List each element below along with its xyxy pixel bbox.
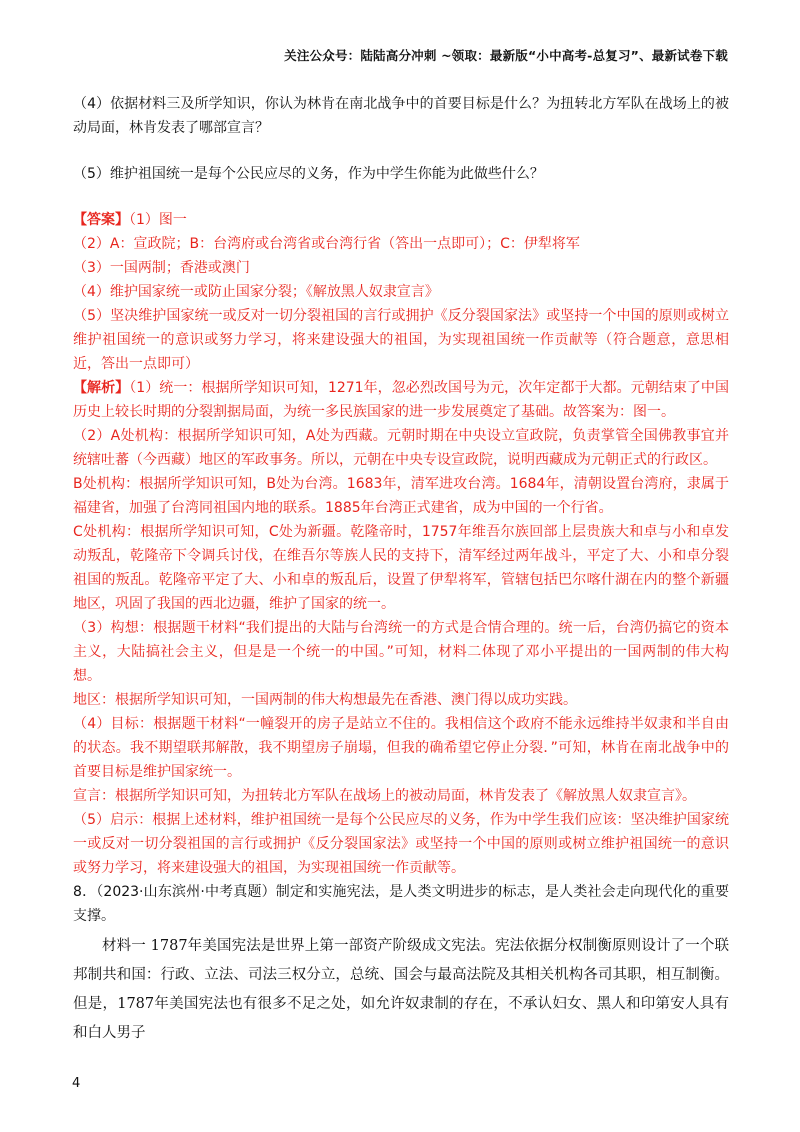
question-4: （4）依据材料三及所学知识，你认为林肯在南北战争中的首要目标是什么？为扭转北方军队在战场上的被动局面，林肯发表了哪部宣言？ bbox=[73, 96, 729, 136]
question-8-material-1: 材料一 1787年美国宪法是世界上第一部资产阶级成文宪法。宪法依据分权制衡原则设计了一个联邦制共和国：行政、立法、司法三权分立，总统、国会与最高法院及其相关机构各司其职，相互制衡。但是，1787年美国宪法也有很多不足之处，如允许奴隶制的存在，不承认妇女、黑人和印第安人具有和白人男子 bbox=[73, 938, 729, 1041]
answer-4: （4）维护国家统一或防止国家分裂；《解放黑人奴隶宣言》 bbox=[73, 284, 439, 300]
question-8-stem: 8．（2023·山东滨州·中考真题）制定和实施宪法，是人类文明进步的标志，是人类社会走向现代化的重要支撑。 bbox=[73, 884, 729, 924]
analysis-2: （2）A处机构：根据所学知识可知，A处为西藏。元朝时期在中央设立宣政院，负责掌管全国佛教事宜并统辖吐蕃（今西藏）地区的军政事务。所以，元朝在中央专设宣政院，说明西藏成为元朝正式的行政区。 bbox=[73, 428, 729, 468]
answer-2: （2）A：宣政院；B：台湾府或台湾省或台湾行省（答出一点即可）；C：伊犁将军 bbox=[73, 236, 580, 252]
analysis-8: 宣言：根据所学知识可知，为扭转北方军队在战场上的被动局面，林肯发表了《解放黑人奴隶宣言》。 bbox=[73, 788, 696, 804]
analysis-7: （4）目标：根据题干材料“一幢裂开的房子是站立不住的。我相信这个政府不能永远维持半奴隶和半自由的状态。我不期望联邦解散，我不期望房子崩塌，但我的确希望它停止分裂．”可知，林肯在南北战争中的首要目标是维护国家统一。 bbox=[73, 716, 729, 780]
answer-label: 【答案】 bbox=[73, 212, 129, 228]
page-number: 4 bbox=[72, 1076, 81, 1091]
analysis-1: （1）统一：根据所学知识可知，1271年，忽必烈改国号为元，次年定都于大都。元朝结束了中国历史上较长时期的分裂割据局面，为统一多民族国家的进一步发展奠定了基础。故答案为：图一。 bbox=[73, 380, 729, 420]
page-content bbox=[73, 92, 729, 1048]
analysis-4: C处机构：根据所学知识可知，C处为新疆。乾隆帝时，1757年维吾尔族回部上层贵族大和卓与小和卓发动叛乱，乾隆帝下令调兵讨伐，在维吾尔等族人民的支持下，清军经过两年战斗，平定了大、小和卓分裂祖国的叛乱。乾隆帝平定了大、小和卓的叛乱后，设置了伊犁将军，管辖包括巴尔喀什湖在内的整个新疆地区，巩固了我国的西北边疆，维护了国家的统一。 bbox=[73, 524, 729, 612]
answer-1: （1）图一 bbox=[129, 212, 187, 228]
analysis-3: B处机构：根据所学知识可知，B处为台湾。1683年，清军进攻台湾。1684年，清朝设置台湾府，隶属于福建省，加强了台湾同祖国内地的联系。1885年台湾正式建省，成为中国的一个行省。 bbox=[73, 476, 729, 516]
page-header: 关注公众号：陆陆高分冲刺 ~领取：最新版“小中高考-总复习”、最新试卷下载 bbox=[284, 48, 728, 63]
answer-3: （3）一国两制；香港或澳门 bbox=[73, 260, 250, 276]
analysis-5: （3）构想：根据题干材料“我们提出的大陆与台湾统一的方式是合情合理的。统一后，台湾仍搞它的资本主义，大陆搞社会主义，但是是一个统一的中国。”可知，材料二体现了邓小平提出的一国两制的伟大构想。 bbox=[73, 620, 729, 684]
analysis-section bbox=[73, 376, 729, 880]
analysis-6: 地区：根据所学知识可知，一国两制的伟大构想最先在香港、澳门得以成功实践。 bbox=[73, 692, 577, 708]
answer-5: （5）坚决维护国家统一或反对一切分裂祖国的言行或拥护《反分裂国家法》或坚持一个中国的原则或树立维护祖国统一的意识或努力学习，将来建设强大的祖国，为实现祖国统一作贡献等（符合题意，意思相近，答出一点即可） bbox=[73, 308, 729, 372]
analysis-9: （5）启示：根据上述材料，维护祖国统一是每个公民应尽的义务，作为中学生我们应该：坚决维护国家统一或反对一切分裂祖国的言行或拥护《反分裂国家法》或坚持一个中国的原则或树立维护祖国统一的意识或努力学习，将来建设强大的祖国，为实现祖国统一作贡献等。 bbox=[73, 812, 729, 876]
question-5: （5）维护祖国统一是每个公民应尽的义务，作为中学生你能为此做些什么？ bbox=[73, 166, 544, 182]
answer-section bbox=[73, 208, 729, 376]
analysis-label: 【解析】 bbox=[73, 380, 130, 396]
